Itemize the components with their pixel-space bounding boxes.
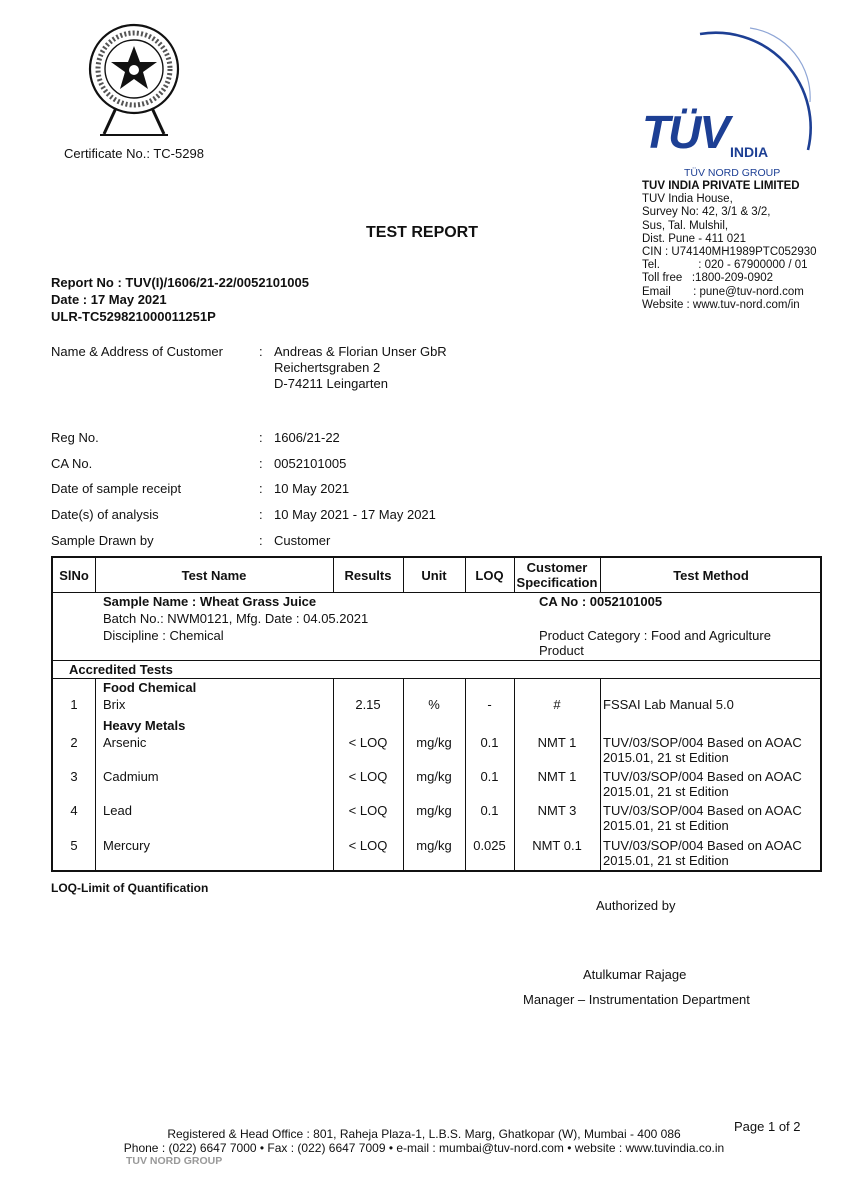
cell-loq: - [487, 697, 492, 712]
sample-category: Product Category : Food and Agriculture [539, 628, 771, 643]
cell-unit: mg/kg [416, 838, 452, 853]
cell-method-cont: 2015.01, 21 st Edition [603, 784, 729, 799]
sample-ca-number: CA No : 0052101005 [539, 594, 663, 609]
info-label: Date of sample receipt [51, 481, 182, 496]
info-label: Reg No. [51, 430, 99, 445]
info-value: 10 May 2021 - 17 May 2021 [274, 507, 436, 522]
cell-method-cont: 2015.01, 21 st Edition [603, 818, 729, 833]
tuv-logo-text: TÜV [642, 106, 728, 158]
page-number: Page 1 of 2 [734, 1119, 801, 1134]
signatory-name: Atulkumar Rajage [583, 967, 687, 982]
table-rule [53, 660, 820, 661]
cell-method: TUV/03/SOP/004 Based on AOAC [603, 735, 802, 750]
tuv-toll-free: Toll free :1800-209-0902 [642, 272, 774, 285]
table-rule [600, 678, 601, 872]
accreditation-seal [80, 22, 188, 138]
report-title: TEST REPORT [366, 224, 479, 241]
info-value: 1606/21-22 [274, 430, 340, 445]
col-header-unit: Unit [421, 567, 447, 583]
footer-office-address: Registered & Head Office : 801, Raheja Plaza-1, L.B.S. Marg, Ghatkopar (W), Mumbai - 400 086 [167, 1127, 681, 1141]
group-heavy-metals: Heavy Metals [103, 718, 186, 733]
group-food-chemical: Food Chemical [103, 680, 197, 695]
cell-spec: NMT 0.1 [532, 838, 582, 853]
cell-slno: 1 [70, 697, 78, 712]
cell-method: TUV/03/SOP/004 Based on AOAC [603, 838, 802, 853]
customer-city: D-74211 Leingarten [274, 376, 388, 391]
sample-batch: Batch No.: NWM0121, Mfg. Date : 04.05.2021 [103, 611, 369, 626]
col-header-test-name: Test Name [181, 567, 247, 583]
cell-loq: 0.1 [480, 769, 499, 784]
table-rule [53, 592, 820, 593]
col-header-spec-line: Customer [526, 560, 588, 575]
cell-result: < LOQ [348, 735, 388, 750]
cell-spec: NMT 3 [537, 803, 577, 818]
col-header-loq: LOQ [475, 567, 504, 583]
cell-result: < LOQ [348, 769, 388, 784]
cell-unit: mg/kg [416, 735, 452, 750]
col-header-results: Results [344, 567, 392, 583]
table-rule [95, 678, 96, 872]
cell-method-cont: 2015.01, 21 st Edition [603, 853, 729, 868]
info-label: Sample Drawn by [51, 533, 154, 548]
cell-spec: # [553, 697, 561, 712]
accreditation-seal-graphic [80, 22, 188, 138]
accredited-tests-label: Accredited Tests [69, 662, 173, 677]
certificate-number: Certificate No.: TC-5298 [64, 146, 204, 161]
cell-slno: 4 [70, 803, 78, 818]
col-header-spec-line: Specification [516, 575, 598, 590]
cell-unit: mg/kg [416, 803, 452, 818]
col-header-test-method: Test Method [673, 567, 749, 583]
signatory-title: Manager – Instrumentation Department [523, 992, 750, 1007]
tuv-address-line: Sus, Tal. Mulshil, [642, 219, 729, 232]
customer-row [51, 344, 551, 394]
tuv-address-line: TUV India House, [642, 193, 733, 206]
info-value: Customer [274, 533, 331, 548]
footer-contact: Phone : (022) 6647 7000 • Fax : (022) 6647 7009 • e-mail : mumbai@tuv-nord.com • website : www.tuvindia.co.in [123, 1141, 725, 1155]
cell-method: TUV/03/SOP/004 Based on AOAC [603, 803, 802, 818]
cell-result: 2.15 [355, 697, 381, 712]
table-rule [53, 678, 820, 679]
colon: : [259, 456, 263, 471]
customer-name: Andreas & Florian Unser GbR [274, 344, 447, 359]
footer-group-mark: TUV NORD GROUP [126, 1155, 223, 1167]
tuv-website: Website : www.tuv-nord.com/in [642, 298, 800, 311]
cell-unit: mg/kg [416, 769, 452, 784]
cell-spec: NMT 1 [537, 769, 577, 784]
cell-result: < LOQ [348, 803, 388, 818]
loq-note: LOQ-Limit of Quantification [51, 881, 209, 895]
cell-test-name: Mercury [103, 838, 150, 853]
colon: : [259, 533, 263, 548]
report-number: Report No : TUV(I)/1606/21-22/0052101005 [51, 275, 309, 290]
cell-slno: 3 [70, 769, 78, 784]
cell-loq: 0.1 [480, 735, 499, 750]
info-label: Date(s) of analysis [51, 507, 159, 522]
colon: : [259, 344, 263, 359]
cell-method: TUV/03/SOP/004 Based on AOAC [603, 769, 802, 784]
tuv-address-line: Survey No: 42, 3/1 & 3/2, [642, 206, 771, 219]
tuv-address-block [642, 180, 817, 312]
colon: : [259, 507, 263, 522]
tuv-address-line: Dist. Pune - 411 021 [642, 232, 746, 245]
tuv-tel: Tel. : 020 - 67900000 / 01 [642, 259, 808, 272]
cell-test-name: Arsenic [103, 735, 147, 750]
sample-name: Sample Name : Wheat Grass Juice [103, 594, 317, 609]
tuv-company-name: TUV INDIA PRIVATE LIMITED [642, 180, 800, 192]
cell-loq: 0.025 [473, 838, 506, 853]
col-header-customer-spec [514, 558, 600, 592]
sample-category-cont: Product [539, 643, 584, 658]
tuv-cin: CIN : U74140MH1989PTC052930 [642, 246, 817, 259]
tuv-email: Email : pune@tuv-nord.com [642, 285, 804, 298]
cell-method-cont: 2015.01, 21 st Edition [603, 750, 729, 765]
cell-unit: % [428, 697, 440, 712]
colon: : [259, 430, 263, 445]
colon: : [259, 481, 263, 496]
cell-method: FSSAI Lab Manual 5.0 [603, 697, 734, 712]
results-table [51, 556, 822, 872]
cell-test-name: Cadmium [103, 769, 159, 784]
customer-address [274, 344, 447, 392]
cell-slno: 2 [70, 735, 78, 750]
sample-discipline: Discipline : Chemical [103, 628, 224, 643]
tuv-logo-suffix: INDIA [730, 144, 769, 160]
cell-test-name: Brix [103, 697, 126, 712]
report-ulr: ULR-TC529821000011251P [51, 309, 216, 324]
info-label: CA No. [51, 456, 93, 471]
cell-result: < LOQ [348, 838, 388, 853]
cell-slno: 5 [70, 838, 78, 853]
col-header-slno: SlNo [59, 567, 89, 583]
tuv-nord-group-label: TÜV NORD GROUP [684, 167, 781, 179]
customer-label: Name & Address of Customer [51, 344, 223, 359]
cell-loq: 0.1 [480, 803, 499, 818]
authorized-by-label: Authorized by [596, 898, 676, 913]
customer-street: Reichertsgraben 2 [274, 360, 381, 375]
info-value: 10 May 2021 [274, 481, 350, 496]
info-value: 0052101005 [274, 456, 347, 471]
report-meta [51, 274, 309, 325]
cell-spec: NMT 1 [537, 735, 577, 750]
tuv-india-logo [640, 22, 820, 180]
cell-test-name: Lead [103, 803, 132, 818]
report-date: Date : 17 May 2021 [51, 292, 167, 307]
